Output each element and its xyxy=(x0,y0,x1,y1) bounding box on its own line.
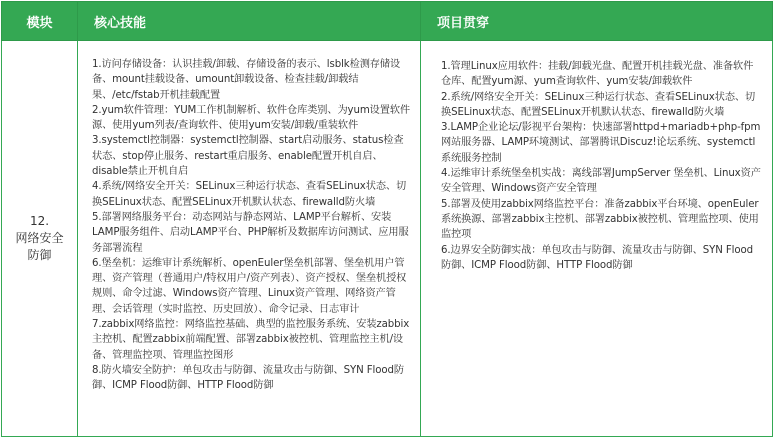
module-name-line1: 网络安全 xyxy=(15,231,64,245)
task-item: 2.系统/网络安全开关：SELinux三种运行状态、查看SELinux状态、切换SELinux状态、配置SELinux开机默认状态、firewalld防火墙 xyxy=(441,91,756,118)
skill-item: 5.部署网络服务平台：动态网站与静态网站、LAMP平台解析、安装LAMP服务组件、启动LAMP平台、PHP解析及数据库访问测试、应用服务部署流程 xyxy=(92,211,409,254)
skill-item: 3.systemctl控制器：systemctl控制器、start启动服务、status检查状态、stop停止服务、restart重启服务、enable配置开机自启、disable禁止开机自启 xyxy=(92,135,404,178)
module-cell xyxy=(2,41,78,437)
skill-item: 8.防火墙安全防护：单包攻击与防御、流量攻击与防御、SYN Flood防御、ICMP Flood防御、HTTP Flood防御 xyxy=(92,364,404,392)
task-item: 5.部署及使用zabbix网络监控平台：准备zabbix平台环境、openEuler系统换源、部署zabbix主控机、部署zabbix被控机、管理监控项、使用监控项 xyxy=(441,198,759,241)
module-name-line2: 防御 xyxy=(27,248,52,262)
module-number: 12. xyxy=(29,214,50,228)
skill-item: 1.访问存储设备：认识挂载/卸载、存储设备的表示、lsblk检测存储设备、mount挂载设备、umount卸载设备、检查挂载/卸载结果、/etc/fstab开机挂载配置 xyxy=(92,59,401,101)
header-skills: 核心技能 xyxy=(78,2,421,41)
skill-item: 4.系统/网络安全开关：SELinux三种运行状态、查看SELinux状态、切换SELinux状态、配置SELinux开机默认状态、firewalld防火墙 xyxy=(92,181,407,208)
skills-cell xyxy=(78,41,421,437)
task-item: 6.边界安全防御实战：单包攻击与防御、流量攻击与防御、SYN Flood防御、ICMP Flood防御、HTTP Flood防御 xyxy=(441,244,753,271)
skill-item: 7.zabbix网络监控：网络监控基础、典型的监控服务系统、安装zabbix主控机、配置zabbix前端配置、部署zabbix被控机、管理监控主机/设备、管理监控项、管理监控图形 xyxy=(92,319,410,361)
skill-item: 2.yum软件管理：YUM工作机制解析、软件仓库类别、为yum设置软件源、使用yum列表/查询软件、使用yum安装/卸载/重装软件 xyxy=(92,104,411,132)
table-row xyxy=(2,41,773,437)
header-tasks: 项目贯穿 xyxy=(421,2,773,41)
task-item: 4.运维审计系统堡垒机实战：离线部署JumpServer 堡垒机、Linux资产安全管理、Windows资产安全管理 xyxy=(441,168,761,195)
header-module: 模块 xyxy=(2,2,78,41)
skill-item: 6.堡垒机：运维审计系统解析、openEuler堡垒机部署、堡垒机用户管理、资产管理（普通用户/特权用户/资产列表）、资产授权、堡垒机授权规则、命令过滤、Windows资产管理、Linux资产管理、网络资产管理、会话管理（实时监控、历史回放）、命令记录、日志审计 xyxy=(92,257,407,315)
tasks-cell xyxy=(421,41,773,437)
table-header-row xyxy=(2,2,773,41)
curriculum-table xyxy=(1,1,773,437)
task-item: 1.管理Linux应用软件：挂载/卸载光盘、配置开机挂载光盘、准备软件仓库、配置yum源、yum查询软件、yum安装/卸载软件 xyxy=(441,61,754,88)
task-item: 3.LAMP企业论坛/影视平台架构：快速部署httpd+mariadb+php-fpm网站服务器、LAMP环境测试、部署腾讯Discuz!论坛系统、systemctl系统服务控制 xyxy=(441,122,761,164)
